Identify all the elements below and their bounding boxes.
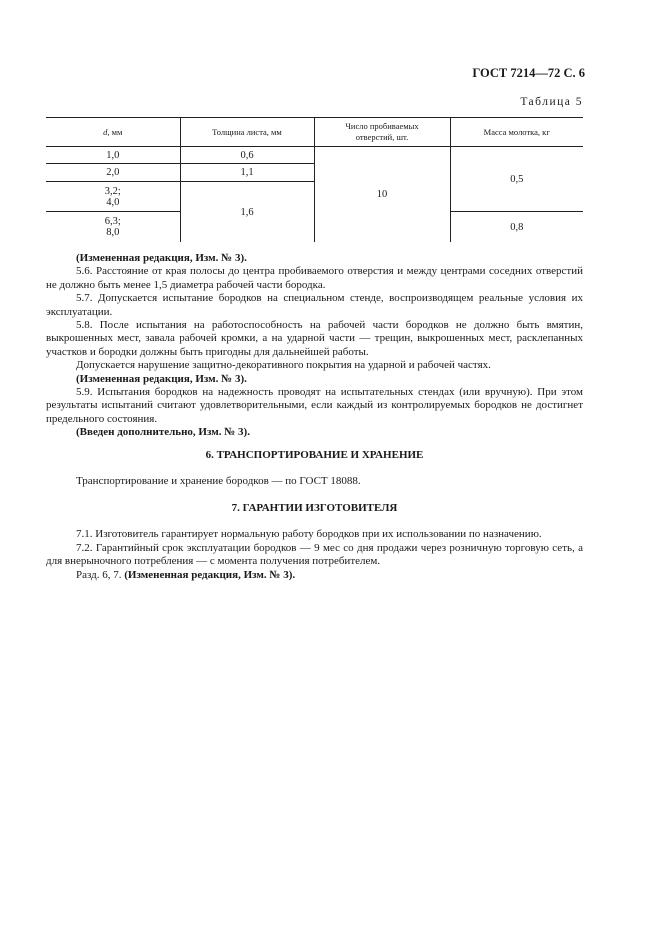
paragraph-7-1: 7.1. Изготовитель гарантирует нормальную работу бородков при их использовании по назначению. <box>76 528 542 541</box>
cell-thickness: 0,6 <box>180 147 314 164</box>
cell-diameter <box>46 182 180 212</box>
header-thickness: Толщина листа, мм <box>180 118 314 147</box>
cell-diameter-line: 8,0 <box>106 227 120 238</box>
final-note-amendment: (Измененная редакция, Изм. № 3). <box>124 568 296 581</box>
table-caption: Таблица 5 <box>520 96 583 108</box>
cell-diameter-line: 6,3; <box>104 216 121 227</box>
cell-diameter: 2,0 <box>46 164 180 182</box>
cell-diameter: 1,0 <box>46 147 180 164</box>
header-diameter-symbol: d, <box>103 126 110 137</box>
header-holes <box>314 118 450 147</box>
section-5-text <box>46 252 583 440</box>
table-header-row <box>46 118 583 147</box>
cell-mass: 0,5 <box>450 147 583 212</box>
specification-table <box>46 117 583 242</box>
header-holes-line1: Число пробиваемых <box>345 121 419 131</box>
page-header: ГОСТ 7214—72 С. 6 <box>472 66 585 80</box>
section-6 <box>46 449 583 489</box>
section-7-title: 7. ГАРАНТИИ ИЗГОТОВИТЕЛЯ <box>231 502 398 514</box>
cell-thickness: 1,1 <box>180 164 314 182</box>
paragraph-5-6: 5.6. Расстояние от края полосы до центра пробиваемого отверстия и между центрами соседних отверстий не должно быть менее 1,5 диаметра рабочей части бородка. <box>46 265 583 291</box>
paragraph-5-9: 5.9. Испытания бородков на надежность проводят на испытательных стендах (или вручную). При этом результаты испытаний считают удовлетворительными, если каждый из контролируемых бородков не достигнет предельного состояния. <box>46 386 583 425</box>
amendment-note: (Измененная редакция, Изм. № 3). <box>76 252 247 264</box>
cell-thickness: 1,6 <box>180 182 314 243</box>
table-row <box>46 147 583 164</box>
section-7 <box>46 502 583 582</box>
paragraph-5-7: 5.7. Допускается испытание бородков на специальном стенде, воспроизводящем реальные условия их эксплуатации. <box>46 292 583 318</box>
paragraph-5-8: 5.8. После испытания на работоспособность на рабочей части бородков не должно быть вмятин, выкрошенных мест, завала рабочей кромки, а на ударной части — трещин, выкрошенных мест, расклепанных участков и бородки должны быть пригодны для дальнейшей работы. <box>46 319 583 358</box>
cell-diameter <box>46 212 180 243</box>
header-diameter <box>46 118 180 147</box>
amendment-note: (Введен дополнительно, Изм. № 3). <box>76 426 250 439</box>
amendment-note: (Измененная редакция, Изм. № 3). <box>76 372 247 385</box>
final-note <box>46 569 583 582</box>
cell-diameter-line: 3,2; <box>104 185 121 197</box>
cell-mass: 0,8 <box>450 212 583 243</box>
header-diameter-unit: мм <box>109 126 123 137</box>
section-6-text: Транспортирование и хранение бородков — по ГОСТ 18088. <box>76 475 361 488</box>
cell-holes: 10 <box>314 147 450 243</box>
section-6-title: 6. ТРАНСПОРТИРОВАНИЕ И ХРАНЕНИЕ <box>205 449 424 461</box>
paragraph-7-2: 7.2. Гарантийный срок эксплуатации бородков — 9 мес со дня продажи через розничную торговую сеть, а для внерыночного потребления — с момента получения потребителем. <box>46 541 583 568</box>
cell-diameter-line: 4,0 <box>106 196 120 208</box>
header-holes-line2: отверстий, шт. <box>355 132 409 142</box>
paragraph-5-8b: Допускается нарушение защитно-декоративного покрытия на ударной и рабочей частях. <box>76 359 491 372</box>
header-mass: Масса молотка, кг <box>450 118 583 147</box>
final-note-prefix: Разд. 6, 7. <box>76 568 125 581</box>
